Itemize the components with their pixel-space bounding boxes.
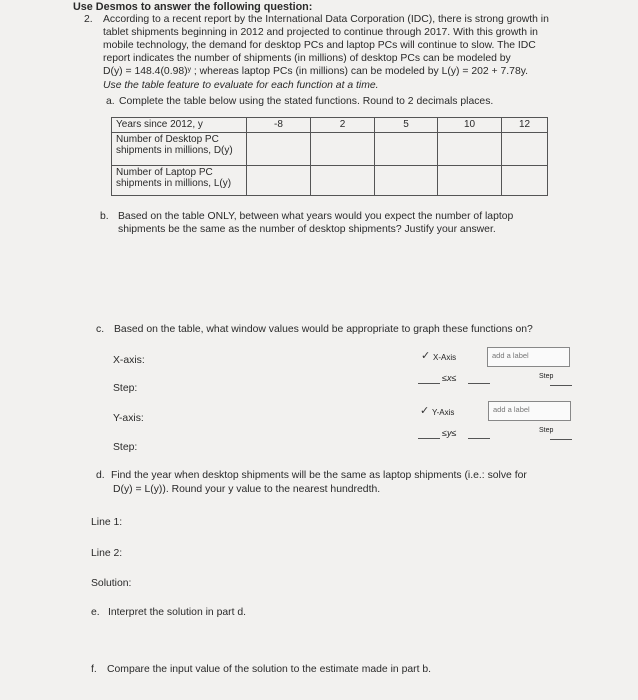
model-functions-line: D(y) = 148.4(0.98)ʸ ; whereas laptop PCs (in millions) can be modeled by L(y) = 202 + 7.78y. [103, 66, 529, 77]
desktop-row-label [112, 132, 247, 165]
years-header-cell: Years since 2012, y [112, 118, 247, 133]
answer-cell[interactable] [247, 165, 311, 195]
year-header-cell: 2 [311, 118, 375, 133]
answer-cell[interactable] [502, 132, 548, 165]
table-row [112, 165, 548, 195]
answer-cell[interactable] [502, 165, 548, 195]
question-text-line: report indicates the number of shipments (in millions) of desktop PCs can be modeled by [103, 53, 511, 64]
year-header-cell: 12 [502, 118, 548, 133]
part-e-label: e. [91, 607, 100, 618]
y-axis-widget-title: Y-Axis [432, 408, 455, 417]
x-axis-label-input[interactable]: add a label [487, 347, 570, 367]
x-step-underline[interactable] [550, 385, 572, 386]
y-axis-label-input[interactable]: add a label [488, 401, 571, 421]
year-header-cell: 10 [438, 118, 502, 133]
x-axis-checkbox-icon[interactable]: ✓ [421, 350, 431, 362]
answer-cell[interactable] [438, 132, 502, 165]
answer-cell[interactable] [311, 165, 375, 195]
y-max-underline[interactable] [468, 438, 490, 439]
row-label-line: shipments in millions, D(y) [116, 145, 233, 156]
question-text-line: mobile technology, the demand for desktop PCs and laptop PCs will continue to slow. The IDC [103, 40, 536, 51]
x-min-underline[interactable] [418, 383, 440, 384]
part-b-text-line: Based on the table ONLY, between what years would you expect the number of laptop [118, 211, 514, 222]
part-f-text: Compare the input value of the solution to the estimate made in part b. [107, 664, 432, 675]
y-step-underline[interactable] [550, 439, 572, 440]
answer-cell[interactable] [247, 132, 311, 165]
x-range-symbol: ≤x≤ [442, 373, 457, 383]
laptop-row-label [112, 165, 247, 195]
question-number: 2. [84, 14, 93, 25]
row-label-line: Number of Desktop PC [116, 133, 219, 145]
part-b-label: b. [100, 211, 109, 222]
y-axis-checkbox-icon[interactable]: ✓ [420, 405, 430, 417]
x-axis-widget-title: X-Axis [433, 353, 457, 362]
question-text-line: tablet shipments beginning in 2012 and projected to continue through 2017. With this growth in [103, 27, 538, 38]
part-e-text: Interpret the solution in part d. [108, 607, 247, 618]
part-d-label: d. [96, 470, 105, 481]
solution-label: Solution: [91, 578, 132, 589]
part-f-label: f. [91, 664, 97, 675]
x-step-widget-label: Step [539, 373, 554, 380]
table-row [112, 132, 548, 165]
desmos-note: Use the table feature to evaluate for each function at a time. [103, 80, 379, 91]
answer-cell[interactable] [438, 165, 502, 195]
line-2-label: Line 2: [91, 548, 123, 559]
row-label-line: shipments in millions, L(y) [116, 178, 232, 189]
part-b-text-line: shipments be the same as the number of desktop shipments? Justify your answer. [118, 224, 496, 235]
x-axis-label: X-axis: [113, 355, 145, 366]
part-d-text-line: Find the year when desktop shipments will be the same as laptop shipments (i.e.: solve for [111, 470, 527, 481]
y-min-underline[interactable] [418, 438, 440, 439]
row-label-line: Number of Laptop PC [116, 166, 213, 178]
answer-cell[interactable] [375, 132, 438, 165]
y-range-symbol: ≤y≤ [442, 428, 457, 438]
year-header-cell: 5 [375, 118, 438, 133]
part-d-text-line: D(y) = L(y)). Round your y value to the nearest hundredth. [113, 484, 381, 495]
answer-cell[interactable] [375, 165, 438, 195]
y-axis-label: Y-axis: [113, 413, 144, 424]
y-step-widget-label: Step [539, 427, 554, 434]
x-max-underline[interactable] [468, 383, 490, 384]
line-1-label: Line 1: [91, 517, 123, 528]
function-values-table [111, 117, 548, 196]
instructions-heading: Use Desmos to answer the following question: [73, 1, 313, 13]
question-text-line: According to a recent report by the International Data Corporation (IDC), there is strong growth in [103, 14, 549, 25]
answer-cell[interactable] [311, 132, 375, 165]
part-a-text: Complete the table below using the stated functions. Round to 2 decimals places. [119, 96, 494, 107]
table-header-row [112, 118, 548, 133]
x-step-label: Step: [113, 383, 138, 394]
part-a-label: a. [106, 96, 115, 107]
year-header-cell: -8 [247, 118, 311, 133]
part-c-text: Based on the table, what window values would be appropriate to graph these functions on? [114, 324, 533, 335]
part-c-label: c. [96, 324, 105, 335]
y-step-label: Step: [113, 442, 138, 453]
